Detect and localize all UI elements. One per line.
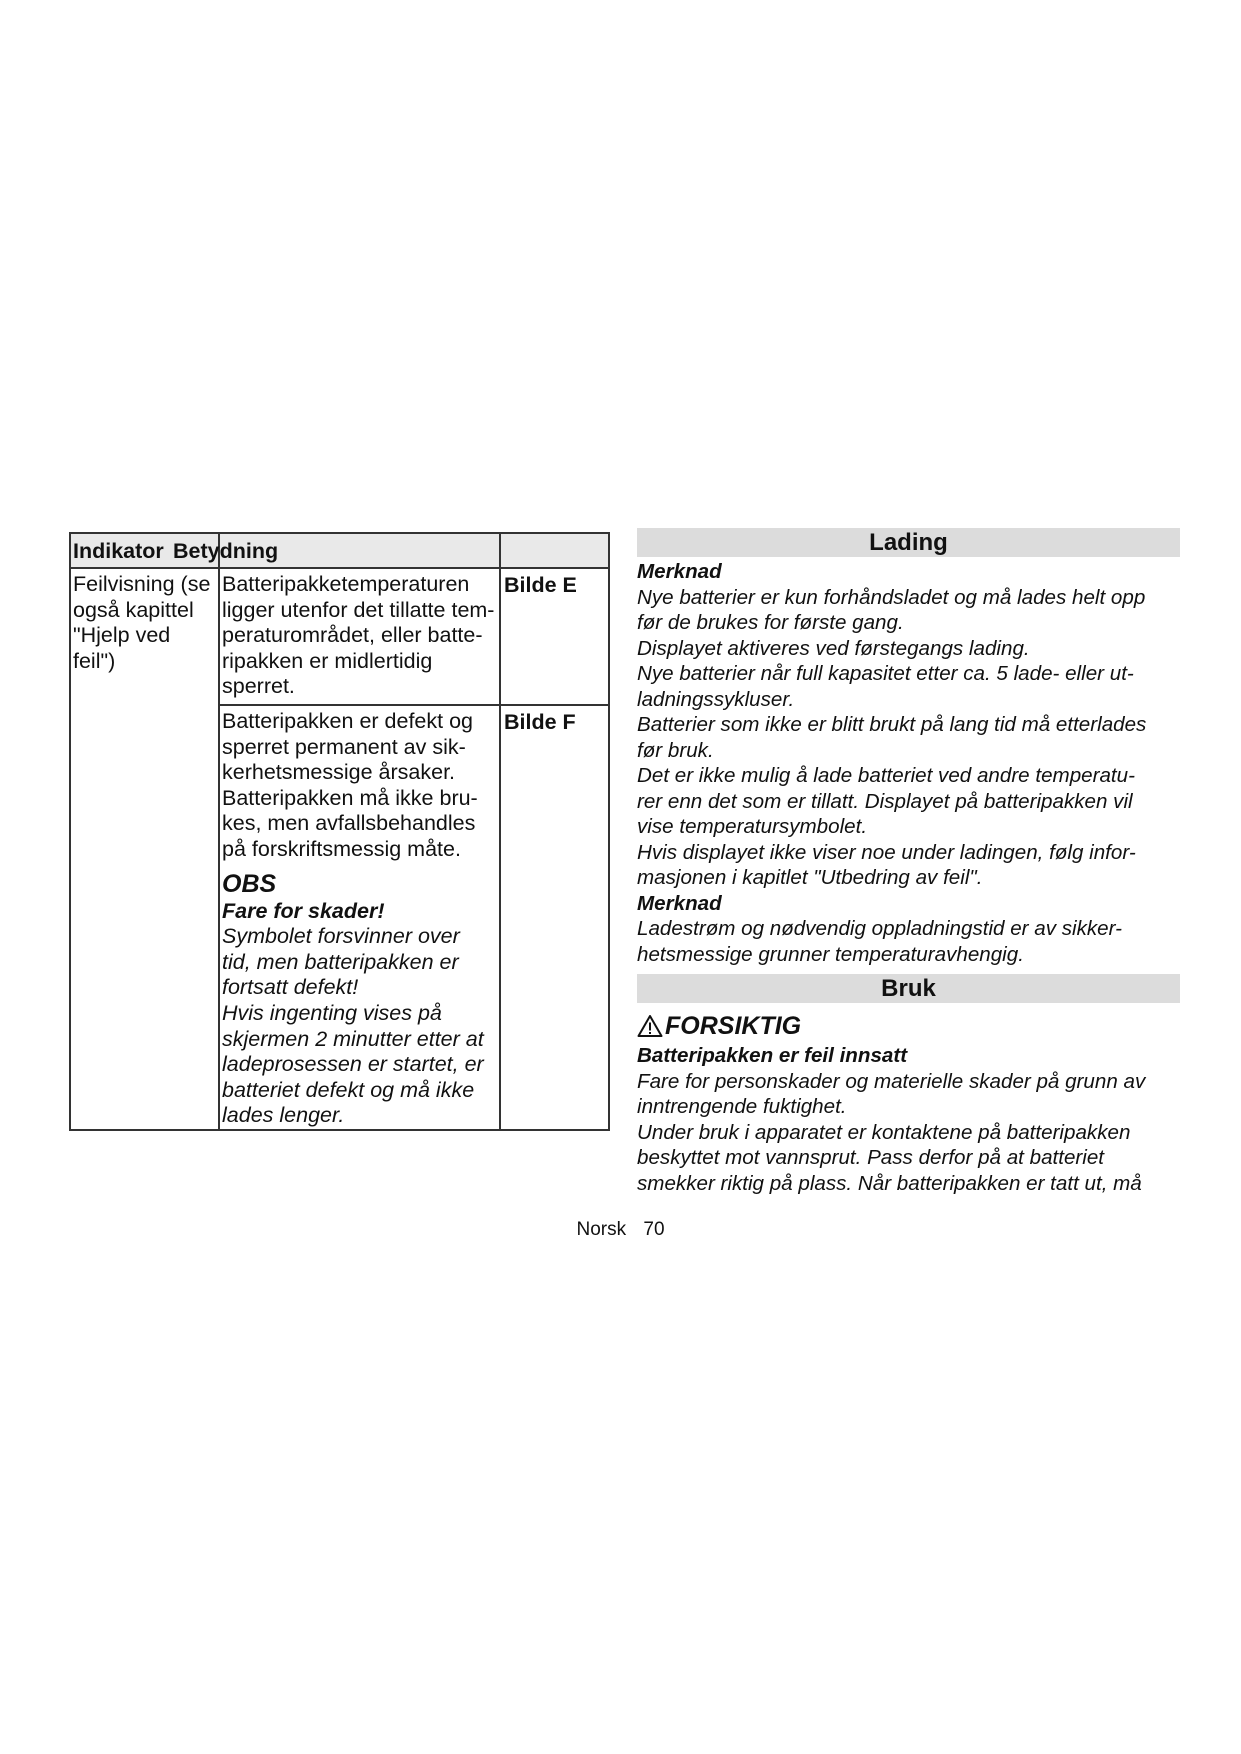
note-line: Batterier som ikke er blitt brukt på lang tid må etterlades bbox=[637, 713, 1147, 736]
note-line: Ladestrøm og nødvendig oppladningstid er av sikker- bbox=[637, 917, 1122, 940]
obs-line: Hvis ingenting vises på bbox=[222, 1000, 442, 1025]
note-line: masjonen i kapitlet "Utbedring av feil". bbox=[637, 866, 983, 889]
warning-line: Fare for personskader og materielle skader på grunn av bbox=[637, 1069, 1146, 1093]
header-betydning bbox=[172, 539, 277, 565]
note-line: før bruk. bbox=[637, 738, 714, 762]
table-divider-header bbox=[71, 567, 608, 569]
warning-triangle-icon bbox=[637, 1014, 663, 1038]
warning-line: smekker riktig på plass. Når batteripakken er tatt ut, må bbox=[637, 1171, 1142, 1195]
note-title: Merknad bbox=[637, 891, 722, 915]
table-divider-col2 bbox=[499, 534, 501, 1129]
obs-line: fortsatt defekt! bbox=[222, 975, 359, 1000]
warning-heading bbox=[637, 1009, 1180, 1043]
note-line: Nye batterier når full kapasitet etter ca. 5 lade- eller ut- bbox=[637, 662, 1134, 685]
row1-meaning-line: ripakken er midlertidig bbox=[222, 648, 433, 673]
obs-title: OBS bbox=[222, 869, 277, 898]
row2-meaning-line: kes, men avfallsbehandles bbox=[222, 811, 476, 836]
table-divider-row bbox=[218, 704, 608, 706]
row2-meaning-line: sperret permanent av sik- bbox=[222, 734, 466, 759]
note-line: Displayet aktiveres ved førstegangs lading. bbox=[637, 636, 1030, 660]
note-line: hetsmessige grunner temperaturavhengig. bbox=[637, 942, 1024, 966]
warning-line: beskyttet mot vannsprut. Pass derfor på at batteriet bbox=[637, 1146, 1105, 1169]
note-line: ladningssykluser. bbox=[637, 687, 795, 711]
obs-line: ladeprosessen er startet, er bbox=[222, 1052, 484, 1077]
obs-line: batteriet defekt og må ikke bbox=[222, 1077, 475, 1102]
row1-meaning-line: ligger utenfor det tillatte tem- bbox=[222, 597, 495, 622]
page-number: 70 bbox=[643, 1219, 665, 1240]
table-divider-col1 bbox=[218, 534, 220, 1129]
row1-meaning bbox=[222, 572, 494, 700]
page-footer bbox=[0, 1219, 1241, 1241]
warning-label: FORSIKTIG bbox=[665, 1011, 802, 1040]
obs-subtitle: Fare for skader! bbox=[222, 898, 385, 923]
note-line: før de brukes for første gang. bbox=[637, 611, 904, 634]
row2-meaning bbox=[222, 709, 484, 1129]
row1-meaning-line: Batteripakketemperaturen bbox=[222, 572, 470, 596]
note-line: vise temperatursymbolet. bbox=[637, 815, 868, 838]
header-betydning-text: Betydning bbox=[173, 539, 279, 563]
row1-indicator bbox=[73, 572, 210, 674]
note-line: rer enn det som er tillatt. Displayet på batteripakken vil bbox=[637, 789, 1133, 813]
row1-image-ref: Bilde E bbox=[504, 573, 577, 597]
bruk-body bbox=[637, 1043, 1180, 1196]
section-title-lading: Lading bbox=[637, 528, 1180, 557]
obs-line: skjermen 2 minutter etter at bbox=[222, 1026, 484, 1051]
row1-indicator-line: Feilvisning (se bbox=[73, 572, 211, 596]
row2-meaning-line: Batteripakken må ikke bru- bbox=[222, 785, 478, 810]
row1-indicator-line: feil") bbox=[73, 648, 116, 673]
note-title: Merknad bbox=[637, 560, 722, 583]
lading-body bbox=[637, 559, 1180, 967]
warning-line: Under bruk i apparatet er kontaktene på batteripakken bbox=[637, 1120, 1131, 1144]
indicator-table bbox=[69, 532, 610, 1131]
footer-language: Norsk bbox=[576, 1219, 627, 1240]
row2-meaning-line: på forskriftsmessig måte. bbox=[222, 836, 461, 861]
header-indikator: Indikator bbox=[73, 539, 164, 563]
obs-line: Symbolet forsvinner over bbox=[222, 924, 460, 949]
row2-meaning-line: kerhetsmessige årsaker. bbox=[222, 760, 456, 785]
warning-line: inntrengende fuktighet. bbox=[637, 1095, 847, 1118]
warning-subtitle: Batteripakken er feil innsatt bbox=[637, 1044, 908, 1067]
obs-line: tid, men batteripakken er bbox=[222, 949, 459, 974]
row1-indicator-line: også kapittel bbox=[73, 597, 194, 622]
row2-image-ref: Bilde F bbox=[504, 710, 576, 734]
row1-indicator-line: "Hjelp ved bbox=[73, 623, 171, 648]
row1-meaning-line: peraturområdet, eller batte- bbox=[222, 623, 483, 648]
right-column bbox=[637, 528, 1180, 1196]
row1-meaning-line: sperret. bbox=[222, 674, 295, 699]
row2-meaning-line: Batteripakken er defekt og bbox=[222, 709, 473, 733]
note-line: Nye batterier er kun forhåndsladet og må lades helt opp bbox=[637, 585, 1146, 609]
section-title-bruk: Bruk bbox=[637, 974, 1180, 1003]
note-line: Det er ikke mulig å lade batteriet ved andre temperatu- bbox=[637, 764, 1135, 787]
note-line: Hvis displayet ikke viser noe under ladingen, følg infor- bbox=[637, 840, 1136, 864]
obs-line: lades lenger. bbox=[222, 1103, 345, 1128]
